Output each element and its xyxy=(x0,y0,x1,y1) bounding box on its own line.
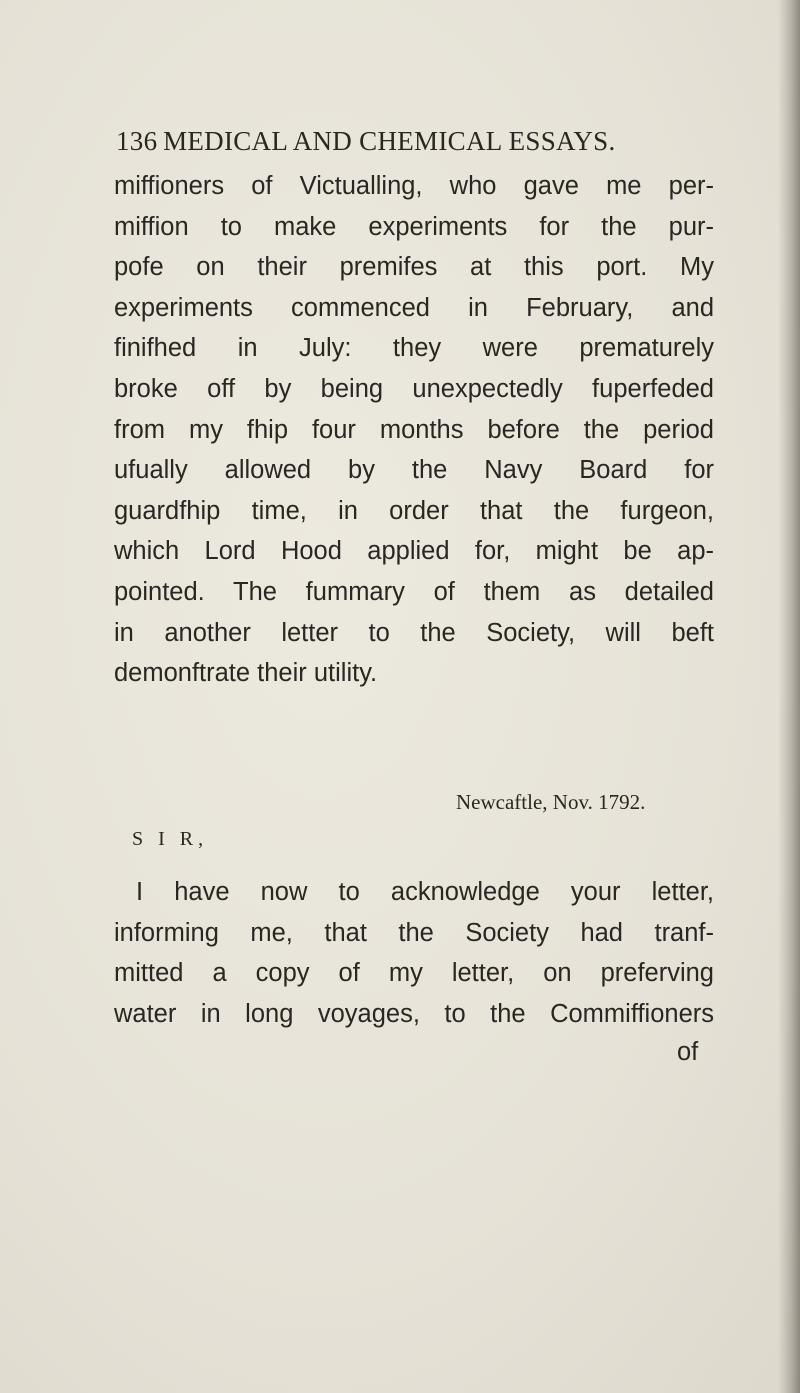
letter-body xyxy=(114,872,714,1034)
text-line: mitted a copy of my letter, on preferving xyxy=(114,959,714,988)
text-line: ufually allowed by the Navy Board for xyxy=(114,456,714,485)
text-line: finifhed in July: they were prematurely xyxy=(114,334,714,363)
text-line: pointed. The fummary of them as detailed xyxy=(114,577,714,606)
text-line: demonftrate their utility. xyxy=(114,659,378,688)
text-line: I have now to acknowledge your letter, xyxy=(136,878,714,906)
text-line: in another letter to the Society, will beft xyxy=(114,618,714,647)
text-line: from my fhip four months before the period xyxy=(114,415,714,444)
text-line: experiments commenced in February, and xyxy=(114,293,714,322)
running-title: MEDICAL AND CHEMICAL ESSAYS. xyxy=(163,126,616,156)
text-line: which Lord Hood applied for, might be ap- xyxy=(114,537,714,566)
page-header xyxy=(116,126,676,166)
catchword: of xyxy=(677,1038,699,1066)
letter-dateline: Newcaftle, Nov. 1792. xyxy=(456,790,646,814)
text-line: pofe on their premifes at this port. My xyxy=(114,253,714,282)
text-line: miffioners of Victualling, who gave me per- xyxy=(114,172,714,200)
text-line: broke off by being unexpectedly fuperfeded xyxy=(114,374,714,403)
text-line: miffion to make experiments for the pur- xyxy=(114,212,714,241)
letter-salutation: S I R, xyxy=(132,828,209,850)
body-paragraph xyxy=(114,166,714,694)
text-line: water in long voyages, to the Commiffioners xyxy=(114,999,714,1028)
text-line: guardfhip time, in order that the furgeon, xyxy=(114,496,714,525)
page-number: 136 xyxy=(116,126,158,156)
page-edge-shadow xyxy=(778,0,800,1393)
text-line: informing me, that the Society had tranf- xyxy=(114,918,714,947)
